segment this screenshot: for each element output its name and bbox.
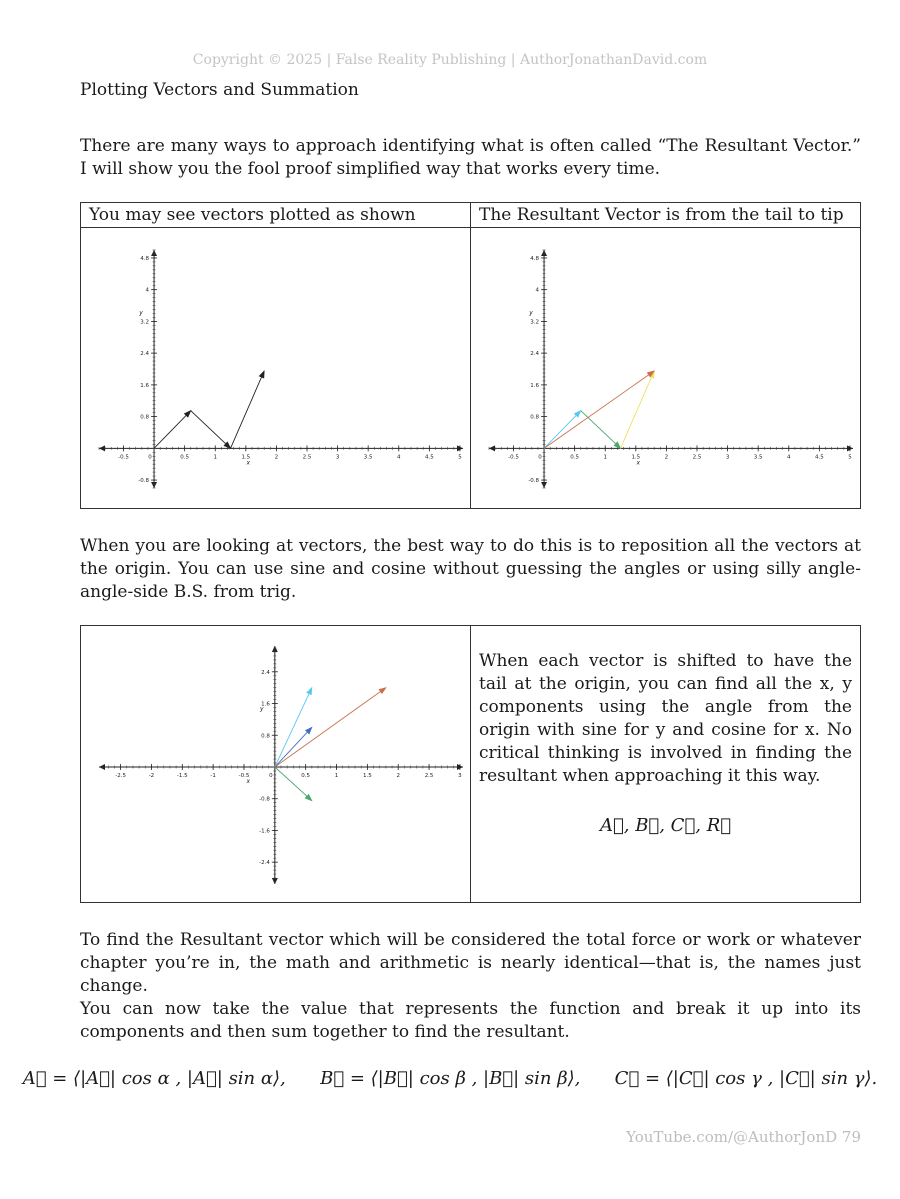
x-tick-label: 1 bbox=[213, 454, 217, 461]
table1-left-header: You may see vectors plotted as shown bbox=[81, 203, 471, 228]
intro-paragraph: There are many ways to approach identifying what is often called “The Resultant Vector.” I will show you the fool proof simplified way that works every time. bbox=[80, 136, 861, 179]
y-axis-arrow-down bbox=[541, 482, 547, 488]
x-tick-label: 0.5 bbox=[180, 454, 190, 461]
figure-table-1 bbox=[80, 202, 861, 509]
plot-cell-right bbox=[471, 228, 861, 509]
x-tick-label: 2.5 bbox=[302, 454, 312, 461]
x-tick-label: 4 bbox=[787, 454, 791, 461]
copyright-line: Copyright © 2025 | False Reality Publishing | AuthorJonathanDavid.com bbox=[192, 52, 708, 68]
x-tick-label: -0.5 bbox=[118, 454, 129, 461]
x-axis-label: x bbox=[246, 459, 251, 467]
x-tick-label: 1.5 bbox=[241, 454, 251, 461]
plot-cell-origin bbox=[81, 626, 471, 903]
vector-arrow bbox=[581, 411, 621, 449]
y-tick-label: 4 bbox=[535, 287, 540, 294]
vector-plot-resultant bbox=[471, 228, 861, 508]
vector-arrow bbox=[231, 371, 265, 448]
x-tick-label: -0.5 bbox=[508, 454, 519, 461]
figure-table-2 bbox=[80, 625, 861, 903]
y-tick-label: 3.2 bbox=[530, 319, 540, 326]
y-axis-label: y bbox=[260, 705, 264, 713]
x-tick-label: 3 bbox=[335, 454, 340, 461]
vector-plot-origin bbox=[81, 626, 471, 902]
components-paragraph: You can now take the value that represents the function and break it up into its components and then sum together to find the resultant. bbox=[80, 999, 861, 1042]
x-tick-label: -1.5 bbox=[176, 772, 188, 779]
x-tick-label: 1.5 bbox=[362, 772, 372, 779]
y-tick-label: 1.6 bbox=[261, 701, 270, 708]
x-tick-label: 0 bbox=[538, 454, 542, 461]
x-tick-label: -2 bbox=[148, 772, 155, 779]
y-axis-arrow bbox=[151, 250, 157, 256]
x-tick-label: 2.5 bbox=[692, 454, 702, 461]
y-tick-label: 0.8 bbox=[530, 414, 540, 421]
x-tick-label: 4.5 bbox=[814, 454, 824, 461]
y-axis-arrow bbox=[272, 646, 278, 652]
x-tick-label: 0.5 bbox=[570, 454, 580, 461]
table1-right-header: The Resultant Vector is from the tail to tip bbox=[471, 203, 861, 228]
x-tick-label: 4 bbox=[397, 454, 401, 461]
y-tick-label: -0.8 bbox=[138, 478, 150, 485]
y-axis-arrow-down bbox=[151, 482, 157, 488]
x-tick-label: -2.5 bbox=[115, 772, 126, 779]
y-tick-label: 2.4 bbox=[140, 351, 150, 358]
x-tick-label: 3.5 bbox=[363, 454, 373, 461]
reposition-paragraph: When you are looking at vectors, the best way to do this is to reposition all the vectors at the origin. You can use sine and cosine without guessing the angles or using silly angle-angle-side B.S. from trig. bbox=[80, 536, 861, 602]
x-tick-label: 2 bbox=[664, 454, 669, 461]
x-axis-label: x bbox=[246, 777, 251, 785]
x-tick-label: 3.5 bbox=[753, 454, 763, 461]
y-tick-label: 0.8 bbox=[140, 414, 150, 421]
vector-arrow bbox=[544, 411, 581, 449]
x-tick-label: 5 bbox=[458, 454, 462, 461]
y-tick-label: 2.4 bbox=[530, 351, 540, 358]
vector-arrow bbox=[191, 411, 231, 449]
y-tick-label: 4.8 bbox=[530, 255, 540, 262]
resultant-paragraph: To find the Resultant vector which will be considered the total force or work or whatever chapter you’re in, the math and arithmetic is nearly identical—that is, the names just change. bbox=[80, 930, 861, 996]
y-tick-label: 0.8 bbox=[261, 733, 270, 740]
x-tick-label: -0.5 bbox=[238, 772, 250, 779]
x-tick-label: 1 bbox=[334, 772, 339, 779]
x-tick-label: 0 bbox=[148, 454, 152, 461]
explanation-text: When each vector is shifted to have the tail at the origin, you can find all the x, y components using the angle from the origin with sine for y and cosine for x. No critical thinking is involved in finding the resultant when approaching it this way. bbox=[479, 651, 852, 786]
x-axis-label: x bbox=[636, 459, 641, 467]
explanation-cell bbox=[471, 626, 861, 903]
x-tick-label: 3 bbox=[725, 454, 730, 461]
y-tick-label: -0.8 bbox=[259, 796, 270, 803]
x-tick-label: 0 bbox=[269, 772, 273, 779]
vector-plot-tip-to-tail bbox=[81, 228, 471, 508]
y-axis-arrow bbox=[541, 250, 547, 256]
component-formulas: A⃗ = ⟨|A⃗| cos α , |A⃗| sin α⟩, B⃗ = ⟨|B⃗| cos β , |B⃗| sin β⟩, C⃗ = ⟨|C⃗| cos γ , |C⃗| sin γ⟩. bbox=[22, 1068, 878, 1089]
y-tick-label: -1.6 bbox=[259, 828, 270, 835]
y-tick-label: 4.8 bbox=[140, 255, 150, 262]
x-tick-label: 3 bbox=[458, 772, 462, 779]
vector-arrow bbox=[275, 688, 312, 767]
x-tick-label: 2 bbox=[274, 454, 279, 461]
y-axis-label: y bbox=[529, 309, 533, 317]
x-axis-arrow-left bbox=[99, 445, 105, 451]
x-tick-label: 2 bbox=[396, 772, 400, 779]
vector-arrow bbox=[154, 411, 191, 449]
plot-cell-left bbox=[81, 228, 471, 509]
y-tick-label: -2.4 bbox=[259, 860, 270, 867]
vector-arrow bbox=[275, 727, 312, 767]
y-tick-label: 4 bbox=[145, 287, 150, 294]
x-tick-label: -1 bbox=[210, 772, 216, 779]
y-tick-label: 1.6 bbox=[140, 382, 150, 389]
y-tick-label: 2.4 bbox=[261, 669, 270, 676]
page-footer: YouTube.com/@AuthorJonD 79 bbox=[626, 1128, 861, 1146]
x-tick-label: 5 bbox=[848, 454, 852, 461]
vector-names: A⃗, B⃗, C⃗, R⃗ bbox=[599, 815, 732, 836]
y-tick-label: 3.2 bbox=[140, 319, 150, 326]
y-axis-arrow-down bbox=[272, 878, 278, 884]
y-tick-label: 1.6 bbox=[530, 382, 540, 389]
section-heading: Plotting Vectors and Summation bbox=[80, 80, 359, 100]
x-tick-label: 2.5 bbox=[424, 772, 434, 779]
x-axis-arrow-left bbox=[489, 445, 495, 451]
x-tick-label: 1.5 bbox=[631, 454, 641, 461]
vector-arrow bbox=[275, 688, 386, 767]
x-tick-label: 4.5 bbox=[424, 454, 434, 461]
y-tick-label: -0.8 bbox=[528, 478, 540, 485]
x-tick-label: 0.5 bbox=[301, 772, 311, 779]
y-axis-label: y bbox=[139, 309, 143, 317]
x-tick-label: 1 bbox=[603, 454, 607, 461]
